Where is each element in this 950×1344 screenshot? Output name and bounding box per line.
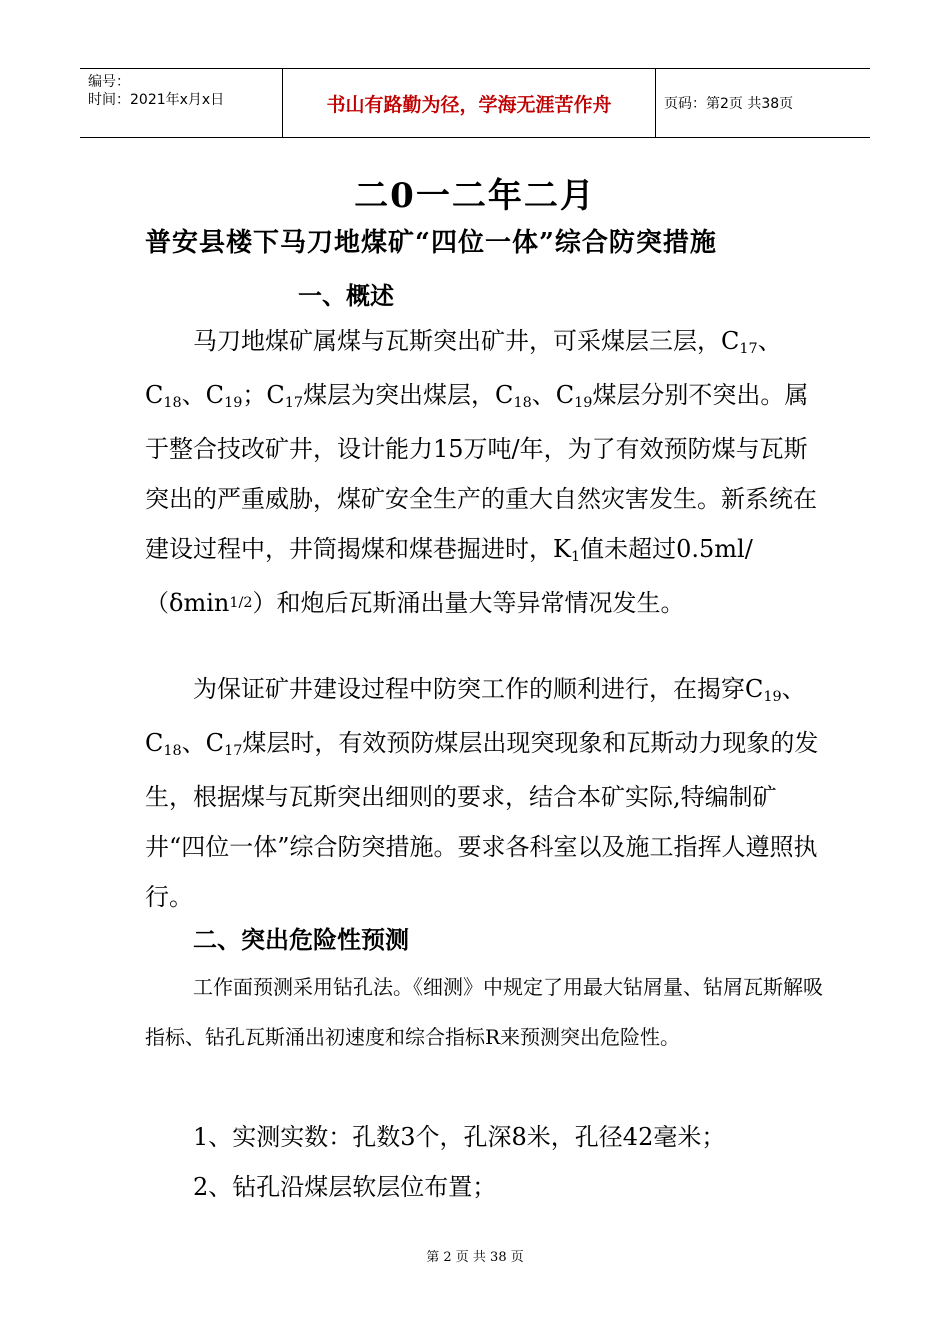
purpose-text: 为保证矿井建设过程中防突工作的顺利进行，在揭穿$C_{19}$、$C_{18}$、$C_{17}$煤层时，有效预防煤层出现突现象和瓦斯动力现象的发生，根据煤与瓦斯突出细则的要求，结合本矿实际,特编制矿井“四位一体”综合防突措施。要求各科室以及施工指挥人遵照执行。 [145, 675, 819, 911]
document-time-label: 时间：2021年x月x日 [88, 92, 225, 108]
header-meta [80, 69, 282, 137]
prediction-text: 工作面预测采用钻孔法。《细测》中规定了用最大钻屑量、钻屑瓦斯解吸指标、钻孔瓦斯涌出初速度和综合指标R来预测突出危险性。 [145, 975, 823, 1049]
header-page-label: 页码：第2页 共38页 [664, 96, 794, 112]
page-header [80, 68, 870, 138]
list-item-2: 2、钻孔沿煤层软层位布置； [193, 1173, 497, 1201]
document-number-label: 编号： [88, 74, 130, 90]
paragraph-overview [145, 316, 825, 628]
page-footer: 第 2 页 共 38 页 [426, 1250, 524, 1265]
section-heading-overview: 一、概述 [298, 281, 394, 310]
header-motto: 书山有路勤为径，学海无涯苦作舟 [282, 69, 656, 137]
list-measurements [145, 1112, 825, 1212]
list-item-1: 1、实测实数：孔数3个，孔深8米，孔径42毫米； [193, 1123, 726, 1151]
document-title: 普安县楼下马刀地煤矿“四位一体”综合防突措施 [145, 228, 717, 258]
paragraph-purpose [145, 664, 825, 922]
overview-text: 马刀地煤矿属煤与瓦斯突出矿井，可采煤层三层，$C_{17}$、$C_{18}$、$C_{19}$；$C_{17}$煤层为突出煤层，$C_{18}$、$C_{19}$煤层分别不突出。属于整合技改矿井，设计能力15万吨/年，为了有效预防煤与瓦斯突出的严重威胁，煤矿安全生产的重大自然灾害发生。新系统在建设过程中，井筒揭煤和煤巷掘进时，$K_1$值未超过0.5ml/（δmin$^{1/2}$）和炮后瓦斯涌出量大等异常情况发生。 [145, 327, 817, 617]
paragraph-prediction [145, 962, 825, 1062]
title-date: 二0一二年二月 [354, 176, 596, 216]
section-heading-prediction: 二、突出危险性预测 [193, 925, 409, 954]
